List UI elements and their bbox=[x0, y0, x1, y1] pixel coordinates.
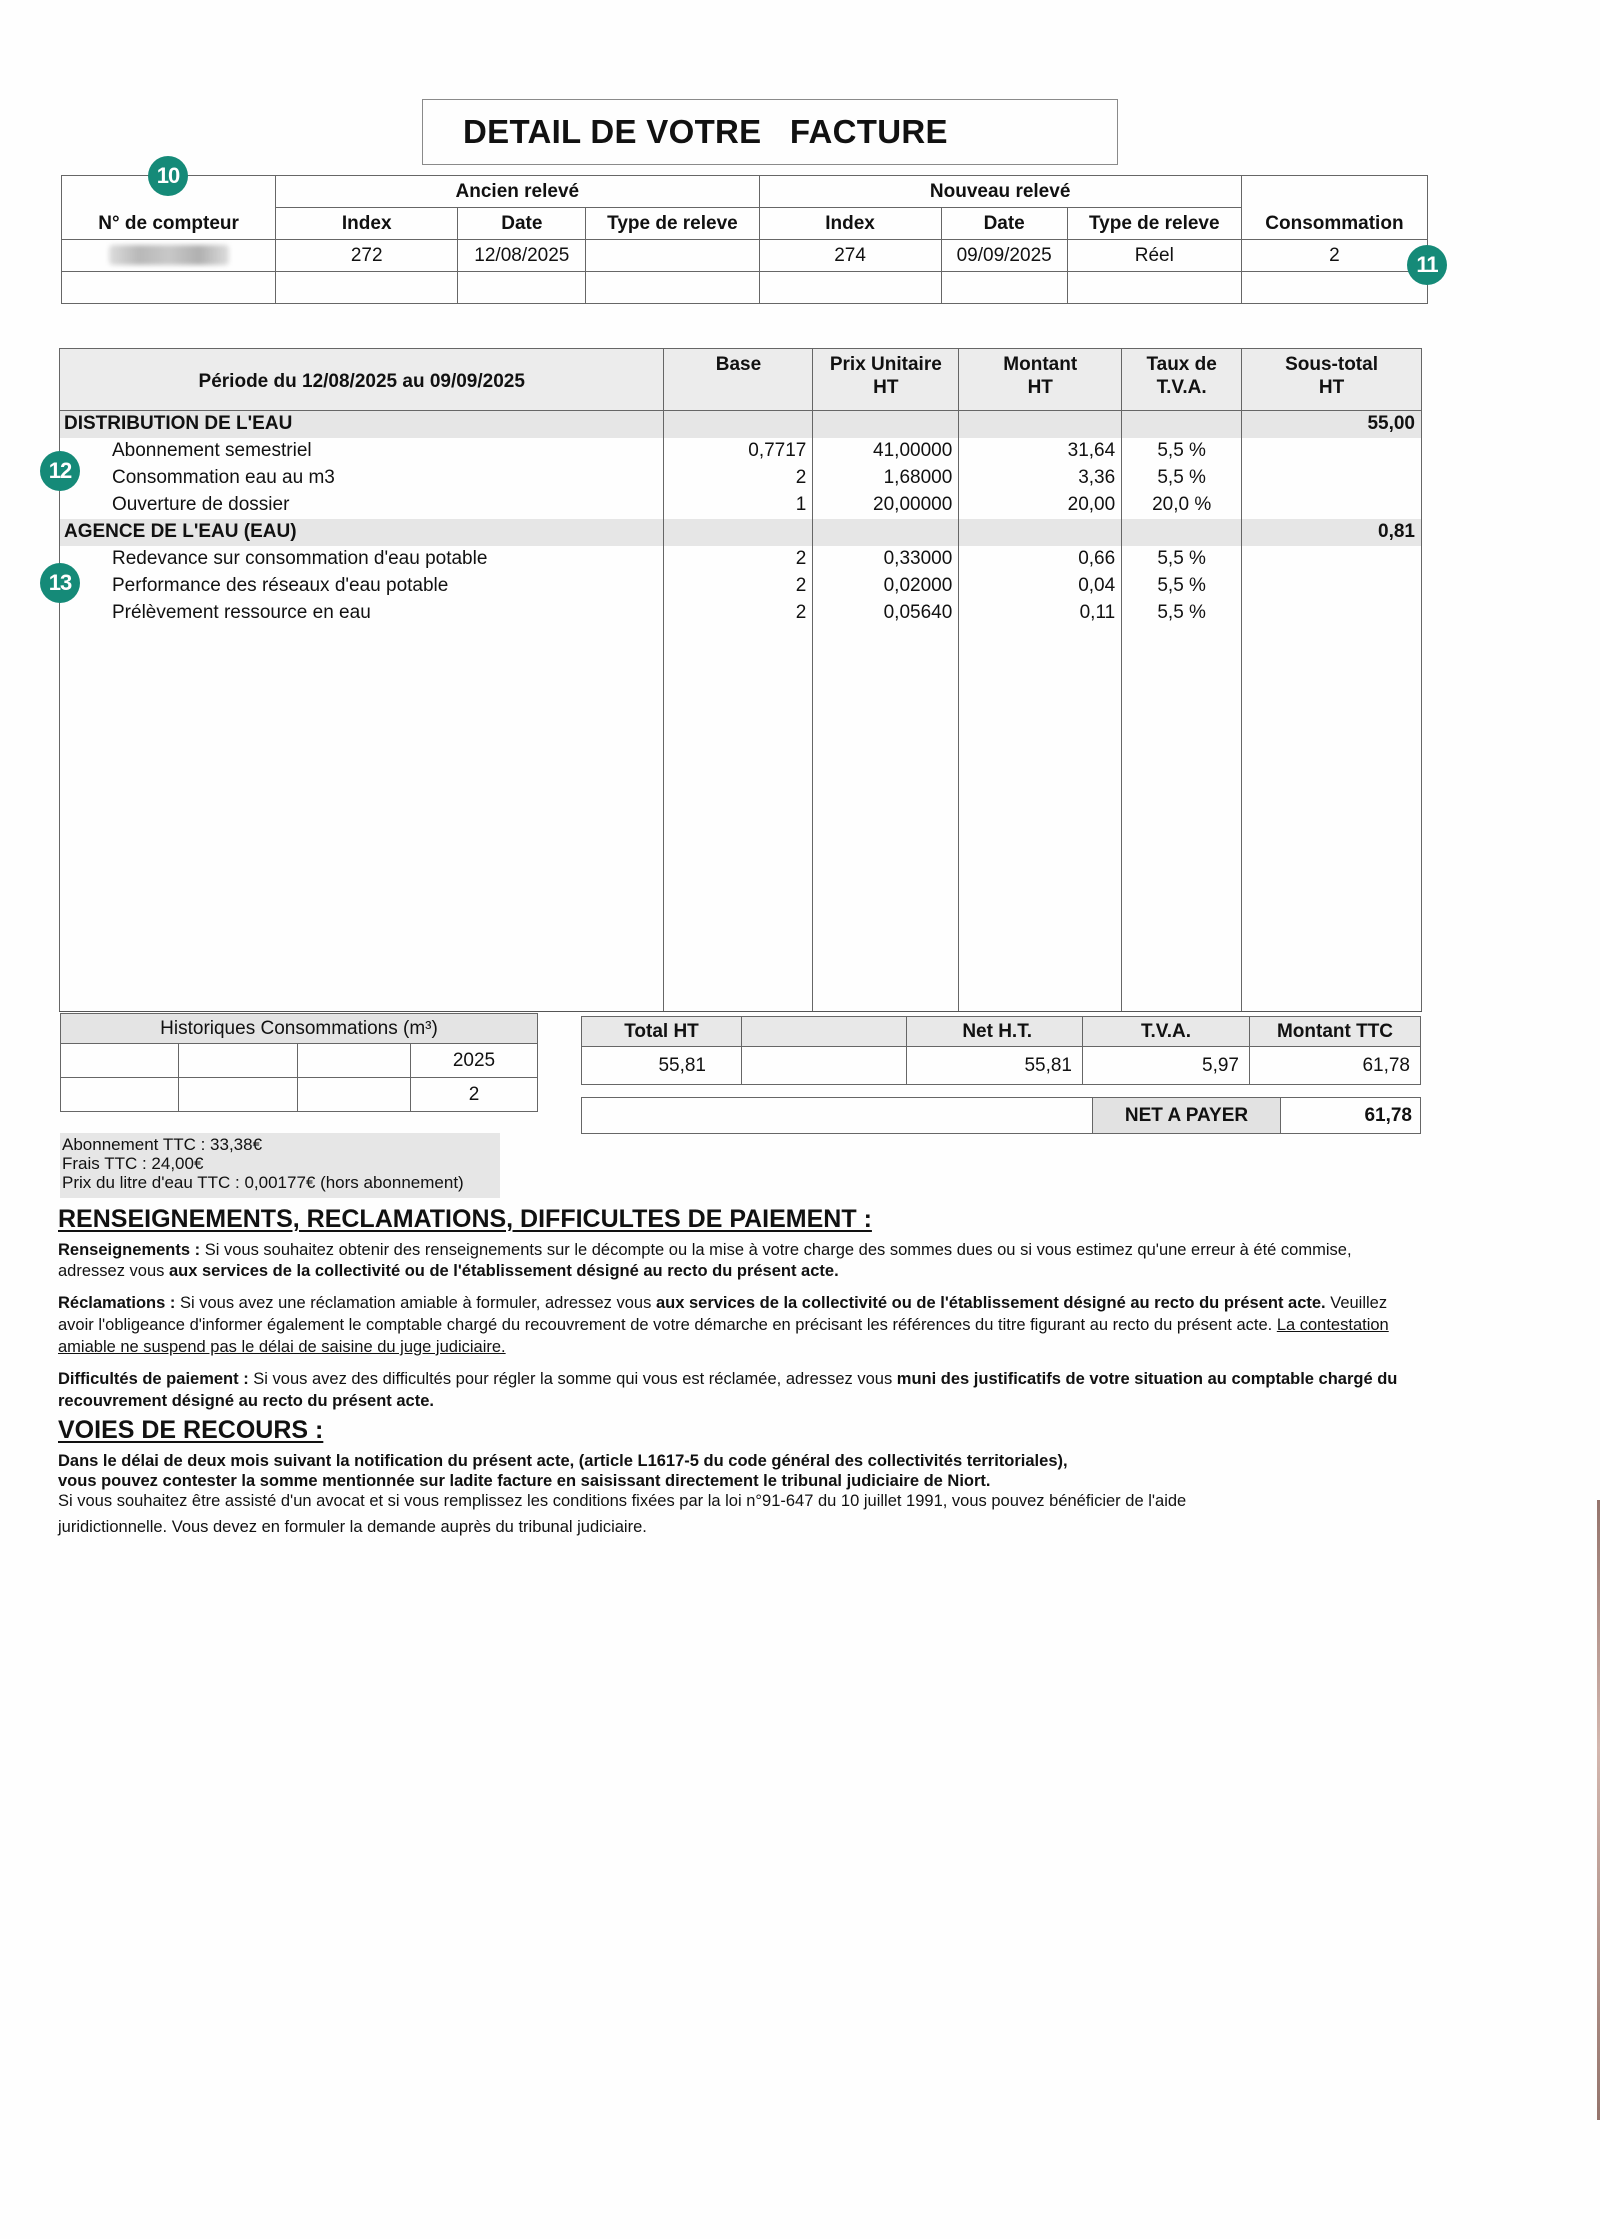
col-taux-tva: Taux de T.V.A. bbox=[1122, 349, 1242, 411]
totals-values-row bbox=[582, 1047, 1421, 1085]
meter-row bbox=[62, 240, 1428, 272]
consommation-value: 2 bbox=[1241, 240, 1427, 272]
section-row-distribution: DISTRIBUTION DE L'EAU 55,00 bbox=[60, 411, 1422, 438]
line-item: Performance des réseaux d'eau potable 2 0,02000 0,04 5,5 % bbox=[60, 573, 1422, 600]
col-old-type: Type de releve bbox=[586, 208, 759, 240]
frais-ttc: Frais TTC : 24,00€ bbox=[62, 1154, 204, 1173]
history-values-row: 2 bbox=[61, 1078, 538, 1112]
reclamations-paragraph: Réclamations : Si vous avez une réclamation amiable à formuler, adressez vous aux services de la collectivité ou de l'établissement désigné au recto du présent acte. Veuillez avoir l'obligeance d'informer également le comptable chargé du recouvrement de votre démarche en précisant les références du titre figurant au recto du présent acte. La contestation amiable ne suspend pas le délai de saisine du juge judiciaire. bbox=[58, 1294, 1389, 1356]
subtotal-distribution: 55,00 bbox=[1242, 411, 1422, 438]
old-date: 12/08/2025 bbox=[458, 240, 586, 272]
annotation-badge-13: 13 bbox=[40, 563, 80, 603]
invoice-title-box bbox=[422, 99, 1118, 165]
group-new-reading: Nouveau relevé bbox=[759, 176, 1241, 208]
period-header: Période du 12/08/2025 au 09/09/2025 bbox=[60, 349, 664, 411]
net-a-payer-label: NET A PAYER bbox=[1093, 1098, 1281, 1134]
recours-paragraph: Dans le délai de deux mois suivant la notification du présent acte, (article L1617-5 du code général des collectivités territoriales), vous pouvez contester la somme mentionnée sur ladite facture en saisissant directement le tribunal judiciaire de Niort. Si vous souhaitez être assisté d'un avocat et si vous remplissez les conditions fixées par la loi n°91-647 du 10 juillet 1991, vous pouvez bénéficier de l'aide juridictionnelle. Vous devez en formuler la demande auprès du tribunal judiciaire. bbox=[58, 1452, 1187, 1536]
col-new-index: Index bbox=[759, 208, 941, 240]
col-old-index: Index bbox=[276, 208, 458, 240]
abonnement-ttc: Abonnement TTC : 33,38€ bbox=[62, 1135, 263, 1154]
col-new-date: Date bbox=[941, 208, 1067, 240]
col-new-type: Type de releve bbox=[1067, 208, 1241, 240]
col-old-date: Date bbox=[458, 208, 586, 240]
table-filler bbox=[60, 627, 1422, 1012]
totals-table bbox=[581, 1016, 1421, 1085]
col-tva: T.V.A. bbox=[1083, 1017, 1250, 1047]
annotation-badge-12: 12 bbox=[40, 451, 80, 491]
line-item: Redevance sur consommation d'eau potable 2 0,33000 0,66 5,5 % bbox=[60, 546, 1422, 573]
col-sous-total: Sous-total HT bbox=[1242, 349, 1422, 411]
new-date: 09/09/2025 bbox=[941, 240, 1067, 272]
annotation-badge-11: 11 bbox=[1407, 245, 1447, 285]
history-table bbox=[60, 1013, 538, 1112]
tva-value: 5,97 bbox=[1083, 1047, 1250, 1085]
history-years-row: 2025 bbox=[61, 1044, 538, 1078]
net-to-pay-table bbox=[581, 1097, 1421, 1134]
old-type bbox=[586, 240, 759, 272]
price-info-box bbox=[60, 1133, 500, 1198]
prix-litre: Prix du litre d'eau TTC : 0,00177€ (hors abonnement) bbox=[62, 1173, 464, 1192]
invoice-detail-table bbox=[59, 348, 1422, 1012]
net-a-payer-value: 61,78 bbox=[1281, 1098, 1421, 1134]
col-prix-unitaire: Prix Unitaire HT bbox=[813, 349, 959, 411]
meter-empty-row bbox=[62, 272, 1428, 304]
col-base: Base bbox=[664, 349, 813, 411]
meter-table bbox=[61, 175, 1428, 304]
recours-title: VOIES DE RECOURS : bbox=[58, 1416, 324, 1444]
difficultes-paragraph: Difficultés de paiement : Si vous avez des difficultés pour régler la somme qui vous est réclamée, adressez vous muni des justificatifs de votre situation au comptable chargé du recouvrement désigné au recto du présent acte. bbox=[58, 1370, 1398, 1410]
group-old-reading: Ancien relevé bbox=[276, 176, 759, 208]
line-item: Ouverture de dossier 1 20,00000 20,00 20,0 % bbox=[60, 492, 1422, 519]
line-item: Prélèvement ressource en eau 2 0,05640 0,11 5,5 % bbox=[60, 600, 1422, 627]
net-ht-value: 55,81 bbox=[907, 1047, 1083, 1085]
history-title: Historiques Consommations (m³) bbox=[61, 1014, 538, 1044]
col-montant: Montant HT bbox=[959, 349, 1122, 411]
invoice-title: DETAIL DE VOTRE FACTURE bbox=[463, 113, 948, 150]
montant-ttc-value: 61,78 bbox=[1250, 1047, 1421, 1085]
new-index: 274 bbox=[759, 240, 941, 272]
annotation-badge-10: 10 bbox=[148, 156, 188, 196]
line-item: Abonnement semestriel 0,7717 41,00000 31,64 5,5 % bbox=[60, 438, 1422, 465]
col-compteur: N° de compteur bbox=[62, 176, 276, 240]
section-row-agence: AGENCE DE L'EAU (EAU) 0,81 bbox=[60, 519, 1422, 546]
total-ht-value: 55,81 bbox=[582, 1047, 742, 1085]
line-item: Consommation eau au m3 2 1,68000 3,36 5,5 % bbox=[60, 465, 1422, 492]
col-consommation: Consommation bbox=[1241, 176, 1427, 240]
col-total-ht: Total HT bbox=[582, 1017, 742, 1047]
old-index: 272 bbox=[276, 240, 458, 272]
new-type: Réel bbox=[1067, 240, 1241, 272]
col-net-ht: Net H.T. bbox=[907, 1017, 1083, 1047]
meter-number-redacted bbox=[62, 240, 276, 272]
renseignements-title: RENSEIGNEMENTS, RECLAMATIONS, DIFFICULTES DE PAIEMENT : bbox=[58, 1205, 872, 1233]
col-montant-ttc: Montant TTC bbox=[1250, 1017, 1421, 1047]
renseignements-paragraph: Renseignements : Si vous souhaitez obtenir des renseignements sur le décompte ou la mise à votre charge des sommes dues ou si vous estimez qu'une erreur à été commise, adressez vous aux services de la collectivité ou de l'établissement désigné au recto du présent acte. bbox=[58, 1241, 1352, 1280]
subtotal-agence: 0,81 bbox=[1242, 519, 1422, 546]
